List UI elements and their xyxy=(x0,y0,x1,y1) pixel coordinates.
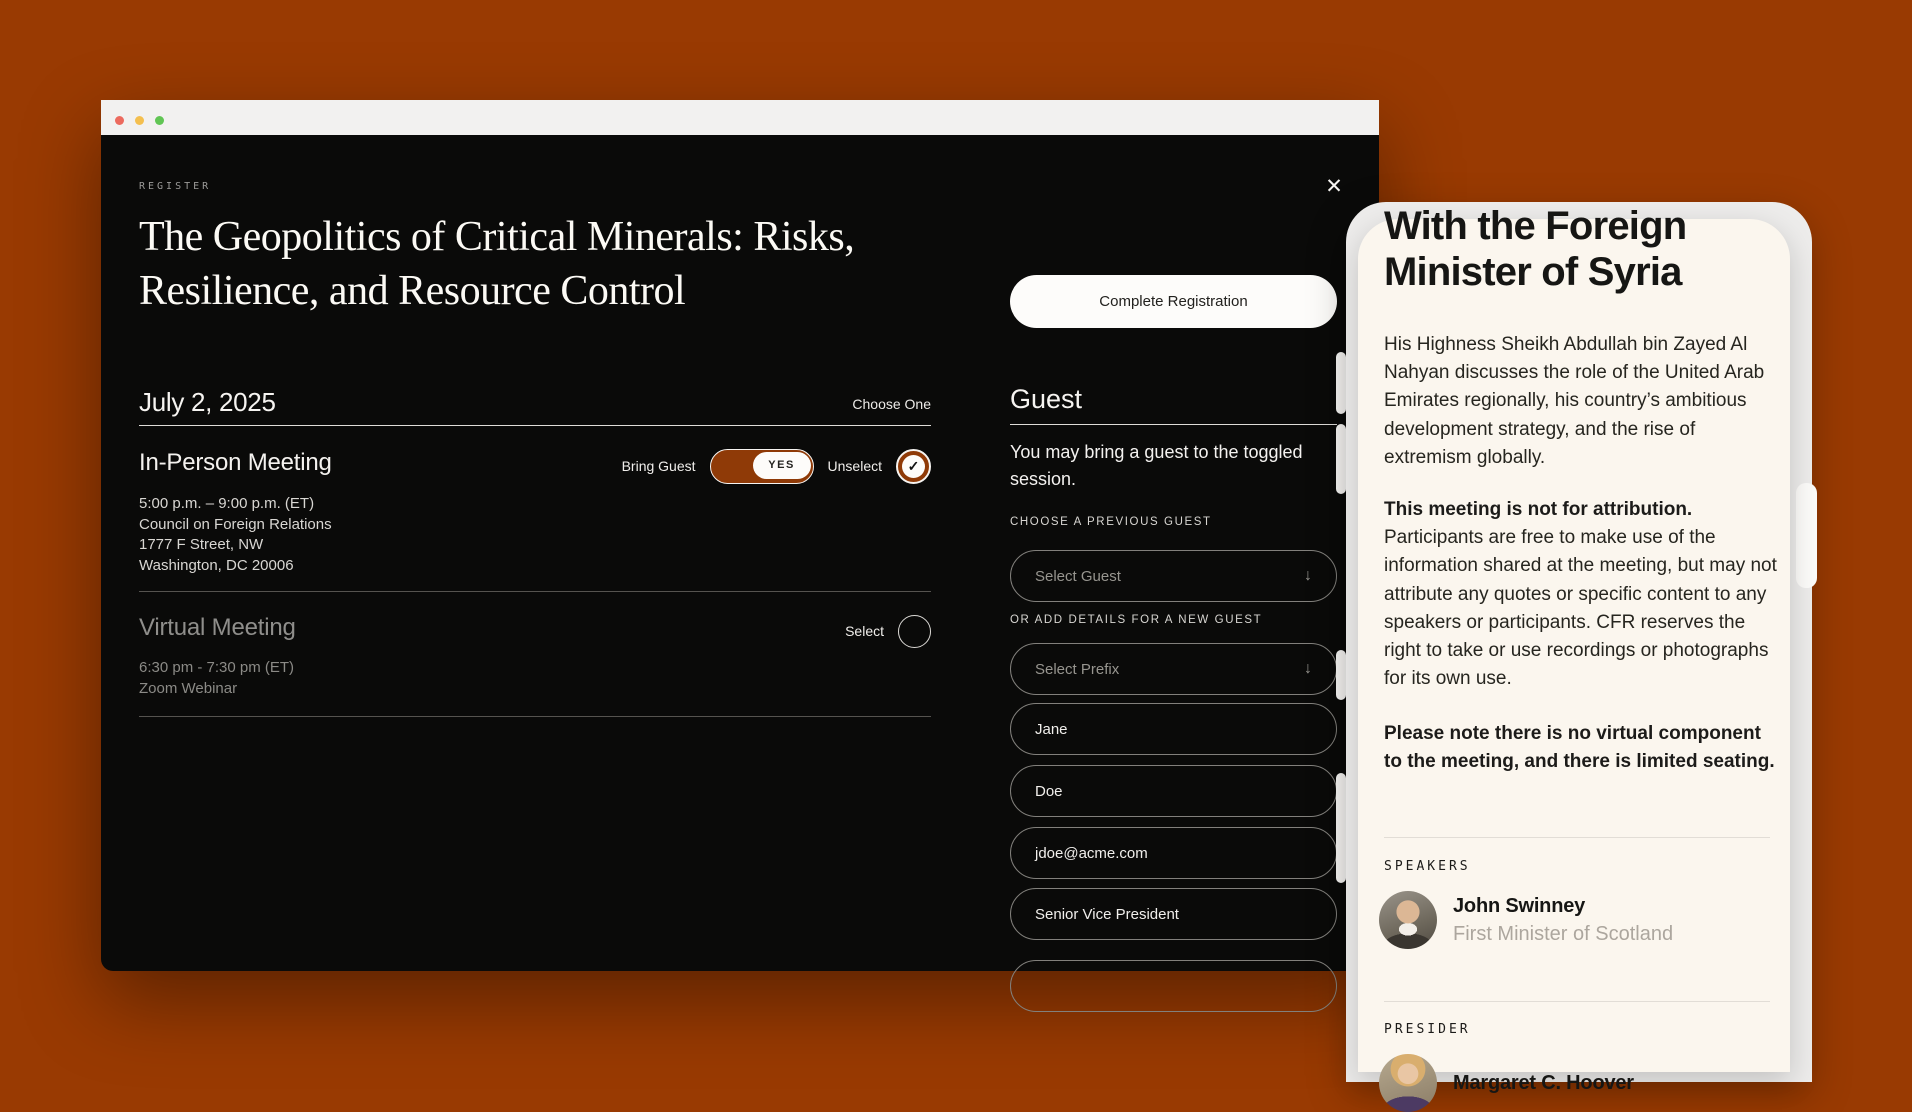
presider-name: Margaret C. Hoover xyxy=(1453,1071,1634,1094)
event-detail-card xyxy=(1358,204,1790,1094)
detail-line: 6:30 pm - 7:30 pm (ET) xyxy=(139,659,295,676)
clipped-field[interactable] xyxy=(1010,960,1337,1012)
divider xyxy=(1384,1001,1770,1002)
guest-heading: Guest xyxy=(1010,384,1083,414)
detail-line: Council on Foreign Relations xyxy=(139,515,332,533)
traffic-lights xyxy=(115,116,164,125)
seating-note: Please note there is no virtual component to the meeting, and there is limited seating. xyxy=(1384,723,1775,773)
choose-one-label: Choose One xyxy=(852,396,931,412)
divider xyxy=(1010,424,1337,425)
event-title: The Geopolitics of Critical Minerals: Risks, Resilience, and Resource Control xyxy=(139,214,855,314)
event-description: His Highness Sheikh Abdullah bin Zayed Al Nahyan discusses the role of the United Arab Emirates regionally, his country’s ambitious development strategy, and the rise of extremism globally. xyxy=(1384,334,1765,468)
avatar xyxy=(1379,891,1437,949)
in-person-details xyxy=(139,494,332,576)
speakers-label: SPEAKERS xyxy=(1384,859,1471,874)
event-card-title: With the Foreign Minister of Syria xyxy=(1384,204,1687,294)
speaker-name: John Swinney xyxy=(1453,894,1586,917)
guest-intro: You may bring a guest to the toggled session. xyxy=(1010,442,1303,489)
in-person-selected-radio[interactable] xyxy=(896,449,931,484)
window-titlebar xyxy=(101,100,1379,135)
attribution-paragraph xyxy=(1384,496,1784,693)
in-person-controls xyxy=(622,448,931,484)
presider-row xyxy=(1379,1054,1634,1112)
chevron-down-icon: ↓ xyxy=(1304,660,1312,677)
email-value: jdoe@acme.com xyxy=(1035,844,1148,862)
last-name-field[interactable] xyxy=(1010,765,1337,817)
avatar xyxy=(1379,1054,1437,1112)
last-name-value: Doe xyxy=(1035,782,1063,800)
close-window-icon[interactable] xyxy=(115,116,124,125)
unselect-label: Unselect xyxy=(827,458,882,474)
attribution-lead: This meeting is not for attribution. xyxy=(1384,499,1693,520)
previous-guest-label: CHOOSE A PREVIOUS GUEST xyxy=(1010,516,1212,528)
detail-line: 5:00 p.m. – 9:00 p.m. (ET) xyxy=(139,495,315,512)
select-label: Select xyxy=(845,623,884,639)
select-guest-dropdown[interactable] xyxy=(1010,550,1337,602)
bring-guest-label: Bring Guest xyxy=(621,458,696,474)
first-name-value: Jane xyxy=(1035,720,1068,738)
event-date: July 2, 2025 xyxy=(139,387,276,417)
job-title-field[interactable] xyxy=(1010,888,1337,940)
attribution-rest: Participants are free to make use of the information shared at the meeting, but may not attribute any quotes or specific content to any speakers or participants. CFR reserves the right to take or use recordings or photographs for its own use. xyxy=(1384,527,1777,690)
background-card-fragment xyxy=(1336,773,1346,883)
new-guest-label: OR ADD DETAILS FOR A NEW GUEST xyxy=(1010,614,1263,626)
register-kicker: REGISTER xyxy=(139,181,212,192)
detail-line: 1777 F Street, NW xyxy=(139,536,264,553)
email-field[interactable] xyxy=(1010,827,1337,879)
session-virtual-title: Virtual Meeting xyxy=(139,614,296,641)
session-in-person-title: In-Person Meeting xyxy=(139,449,332,476)
select-guest-placeholder: Select Guest xyxy=(1035,567,1121,585)
speaker-row xyxy=(1379,891,1673,949)
checkmark-icon: ✓ xyxy=(902,455,925,478)
complete-registration-button[interactable]: Complete Registration xyxy=(1010,275,1337,328)
select-prefix-dropdown[interactable] xyxy=(1010,643,1337,695)
divider xyxy=(139,591,931,592)
divider xyxy=(1384,837,1770,838)
virtual-details xyxy=(139,658,294,699)
minimize-window-icon[interactable] xyxy=(135,116,144,125)
first-name-field[interactable] xyxy=(1010,703,1337,755)
detail-line: Zoom Webinar xyxy=(139,679,238,697)
browser-window xyxy=(101,100,1379,971)
presider-label: PRESIDER xyxy=(1384,1022,1471,1037)
close-icon[interactable]: ✕ xyxy=(1325,175,1343,198)
bring-guest-toggle[interactable] xyxy=(710,449,814,484)
zoom-window-icon[interactable] xyxy=(155,116,164,125)
detail-line: Washington, DC 20006 xyxy=(139,556,294,574)
chevron-down-icon: ↓ xyxy=(1304,567,1312,584)
virtual-select-radio[interactable] xyxy=(898,615,931,648)
speaker-role: First Minister of Scotland xyxy=(1453,922,1674,945)
divider xyxy=(139,425,931,426)
divider xyxy=(139,716,931,717)
select-prefix-placeholder: Select Prefix xyxy=(1035,660,1120,678)
background-card-fragment xyxy=(1336,424,1346,494)
job-title-value: Senior Vice President xyxy=(1035,905,1179,923)
virtual-controls xyxy=(845,613,931,649)
background-card-fragment xyxy=(1336,352,1346,414)
background-card-fragment xyxy=(1796,483,1817,588)
toggle-knob: YES xyxy=(753,452,811,479)
background-card-fragment xyxy=(1336,650,1346,700)
